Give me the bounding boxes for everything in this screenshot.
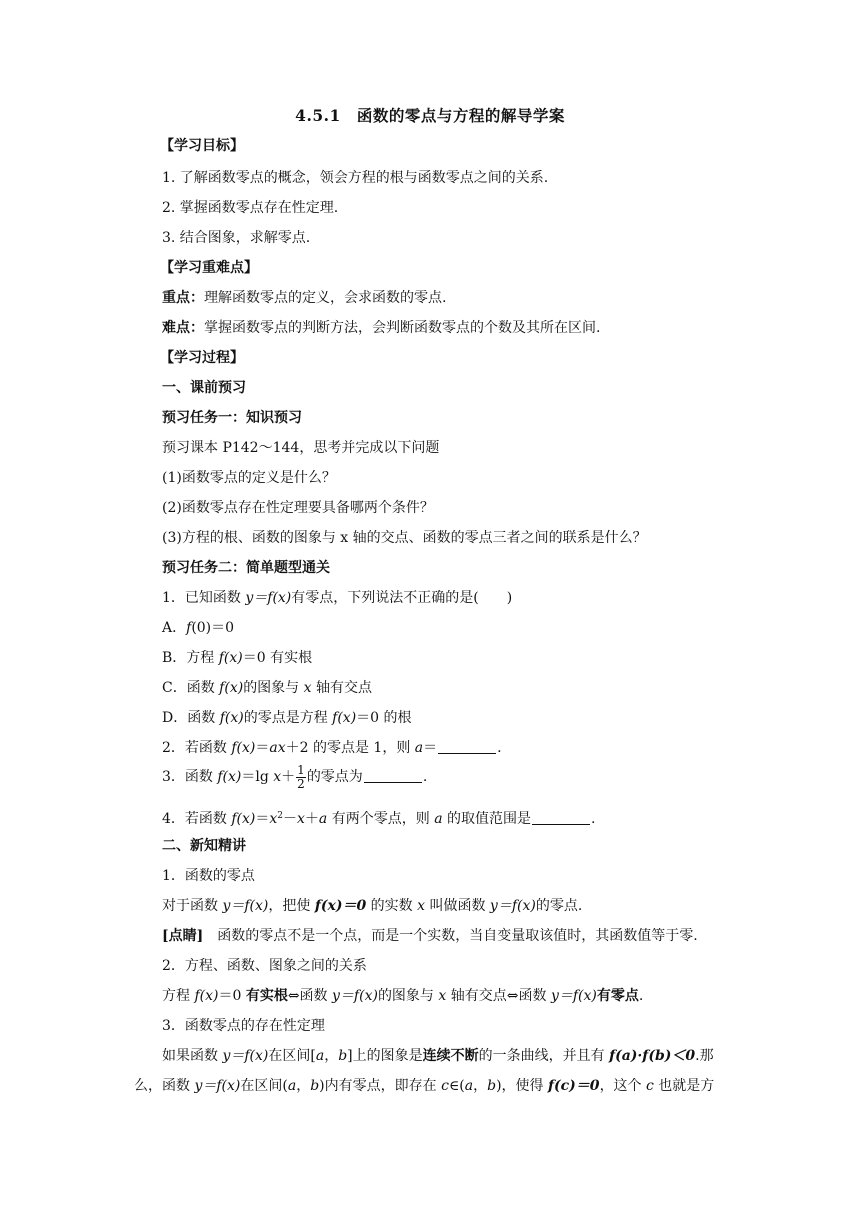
knowledge-3-heading: 3．函数零点的存在性定理	[162, 1018, 325, 1034]
option-d: D．函数 f(x)的零点是方程 f(x)＝0 的根	[162, 710, 412, 726]
part2-heading: 二、新知精讲	[162, 838, 246, 854]
task1-heading: 预习任务一：知识预习	[162, 410, 302, 426]
answer-blank	[438, 739, 496, 754]
knowledge-1-text: 对于函数 y＝f(x)，把使 f(x)＝0 的实数 x 叫做函数 y＝f(x)的零点.	[162, 898, 583, 914]
objective-2: 2. 掌握函数零点存在性定理.	[162, 200, 339, 216]
fraction-one-half: $\frac{1}{2}$	[297, 762, 305, 791]
key-points-heading: 【学习重难点】	[160, 260, 258, 276]
task1-intro: 预习课本 P142～144，思考并完成以下问题	[162, 440, 440, 456]
question-3: 3．函数 f(x)＝lg x＋ $\frac{1}{2}$ 的零点为 .	[162, 762, 428, 791]
question-1: 1．已知函数 y＝f(x)有零点，下列说法不正确的是( )	[162, 590, 513, 606]
question-2: 2．若函数 f(x)＝ax＋2 的零点是 1，则 a＝ .	[162, 740, 502, 756]
objectives-heading: 【学习目标】	[160, 138, 244, 154]
knowledge-3-line-1: 如果函数 y＝f(x)在区间[a，b]上的图象是连续不断的一条曲线，并且有 f(a)·f(b)＜0.那	[134, 1048, 714, 1064]
objective-1: 1. 了解函数零点的概念，领会方程的根与函数零点之间的关系.	[162, 170, 549, 186]
part1-heading: 一、课前预习	[162, 380, 246, 396]
answer-blank	[364, 768, 422, 783]
option-a: A．f(0)＝0	[162, 620, 235, 636]
option-b: B．方程 f(x)＝0 有实根	[162, 650, 313, 666]
knowledge-2-heading: 2．方程、函数、图象之间的关系	[162, 958, 367, 974]
task1-question-2: (2)函数零点存在性定理要具备哪两个条件？	[162, 500, 434, 516]
task1-question-3: (3)方程的根、函数的图象与 x 轴的交点、函数的零点三者之间的联系是什么？	[162, 530, 647, 546]
task1-question-1: (1)函数零点的定义是什么？	[162, 470, 336, 486]
tip-note: [点睛] 函数的零点不是一个点，而是一个实数，当自变量取该值时，其函数值等于零.	[162, 928, 698, 944]
option-c: C．函数 f(x)的图象与 x 轴有交点	[162, 680, 372, 696]
knowledge-2-text: 方程 f(x)＝0 有实根⇔函数 y＝f(x)的图象与 x 轴有交点⇔函数 y＝f(x)有零点.	[162, 988, 644, 1004]
process-heading: 【学习过程】	[160, 350, 244, 366]
answer-blank	[532, 810, 590, 825]
question-4: 4．若函数 $f(x)=x^2-x+a$ 有两个零点，则 a 的取值范围是 .	[162, 811, 596, 827]
knowledge-1-heading: 1．函数的零点	[162, 868, 255, 884]
difficult-point: 难点：掌握函数零点的判断方法，会判断函数零点的个数及其所在区间.	[162, 320, 601, 336]
objective-3: 3. 结合图象，求解零点.	[162, 230, 311, 246]
task2-heading: 预习任务二：简单题型通关	[162, 560, 330, 576]
knowledge-3-line-2: 么，函数 y＝f(x)在区间(a，b)内有零点，即存在 c∈(a，b)，使得 f(c)＝0，这个 c 也就是方	[134, 1078, 715, 1094]
key-point: 重点：理解函数零点的定义，会求函数的零点.	[162, 290, 447, 306]
page-title: 4.5.1 函数的零点与方程的解导学案	[295, 106, 565, 125]
